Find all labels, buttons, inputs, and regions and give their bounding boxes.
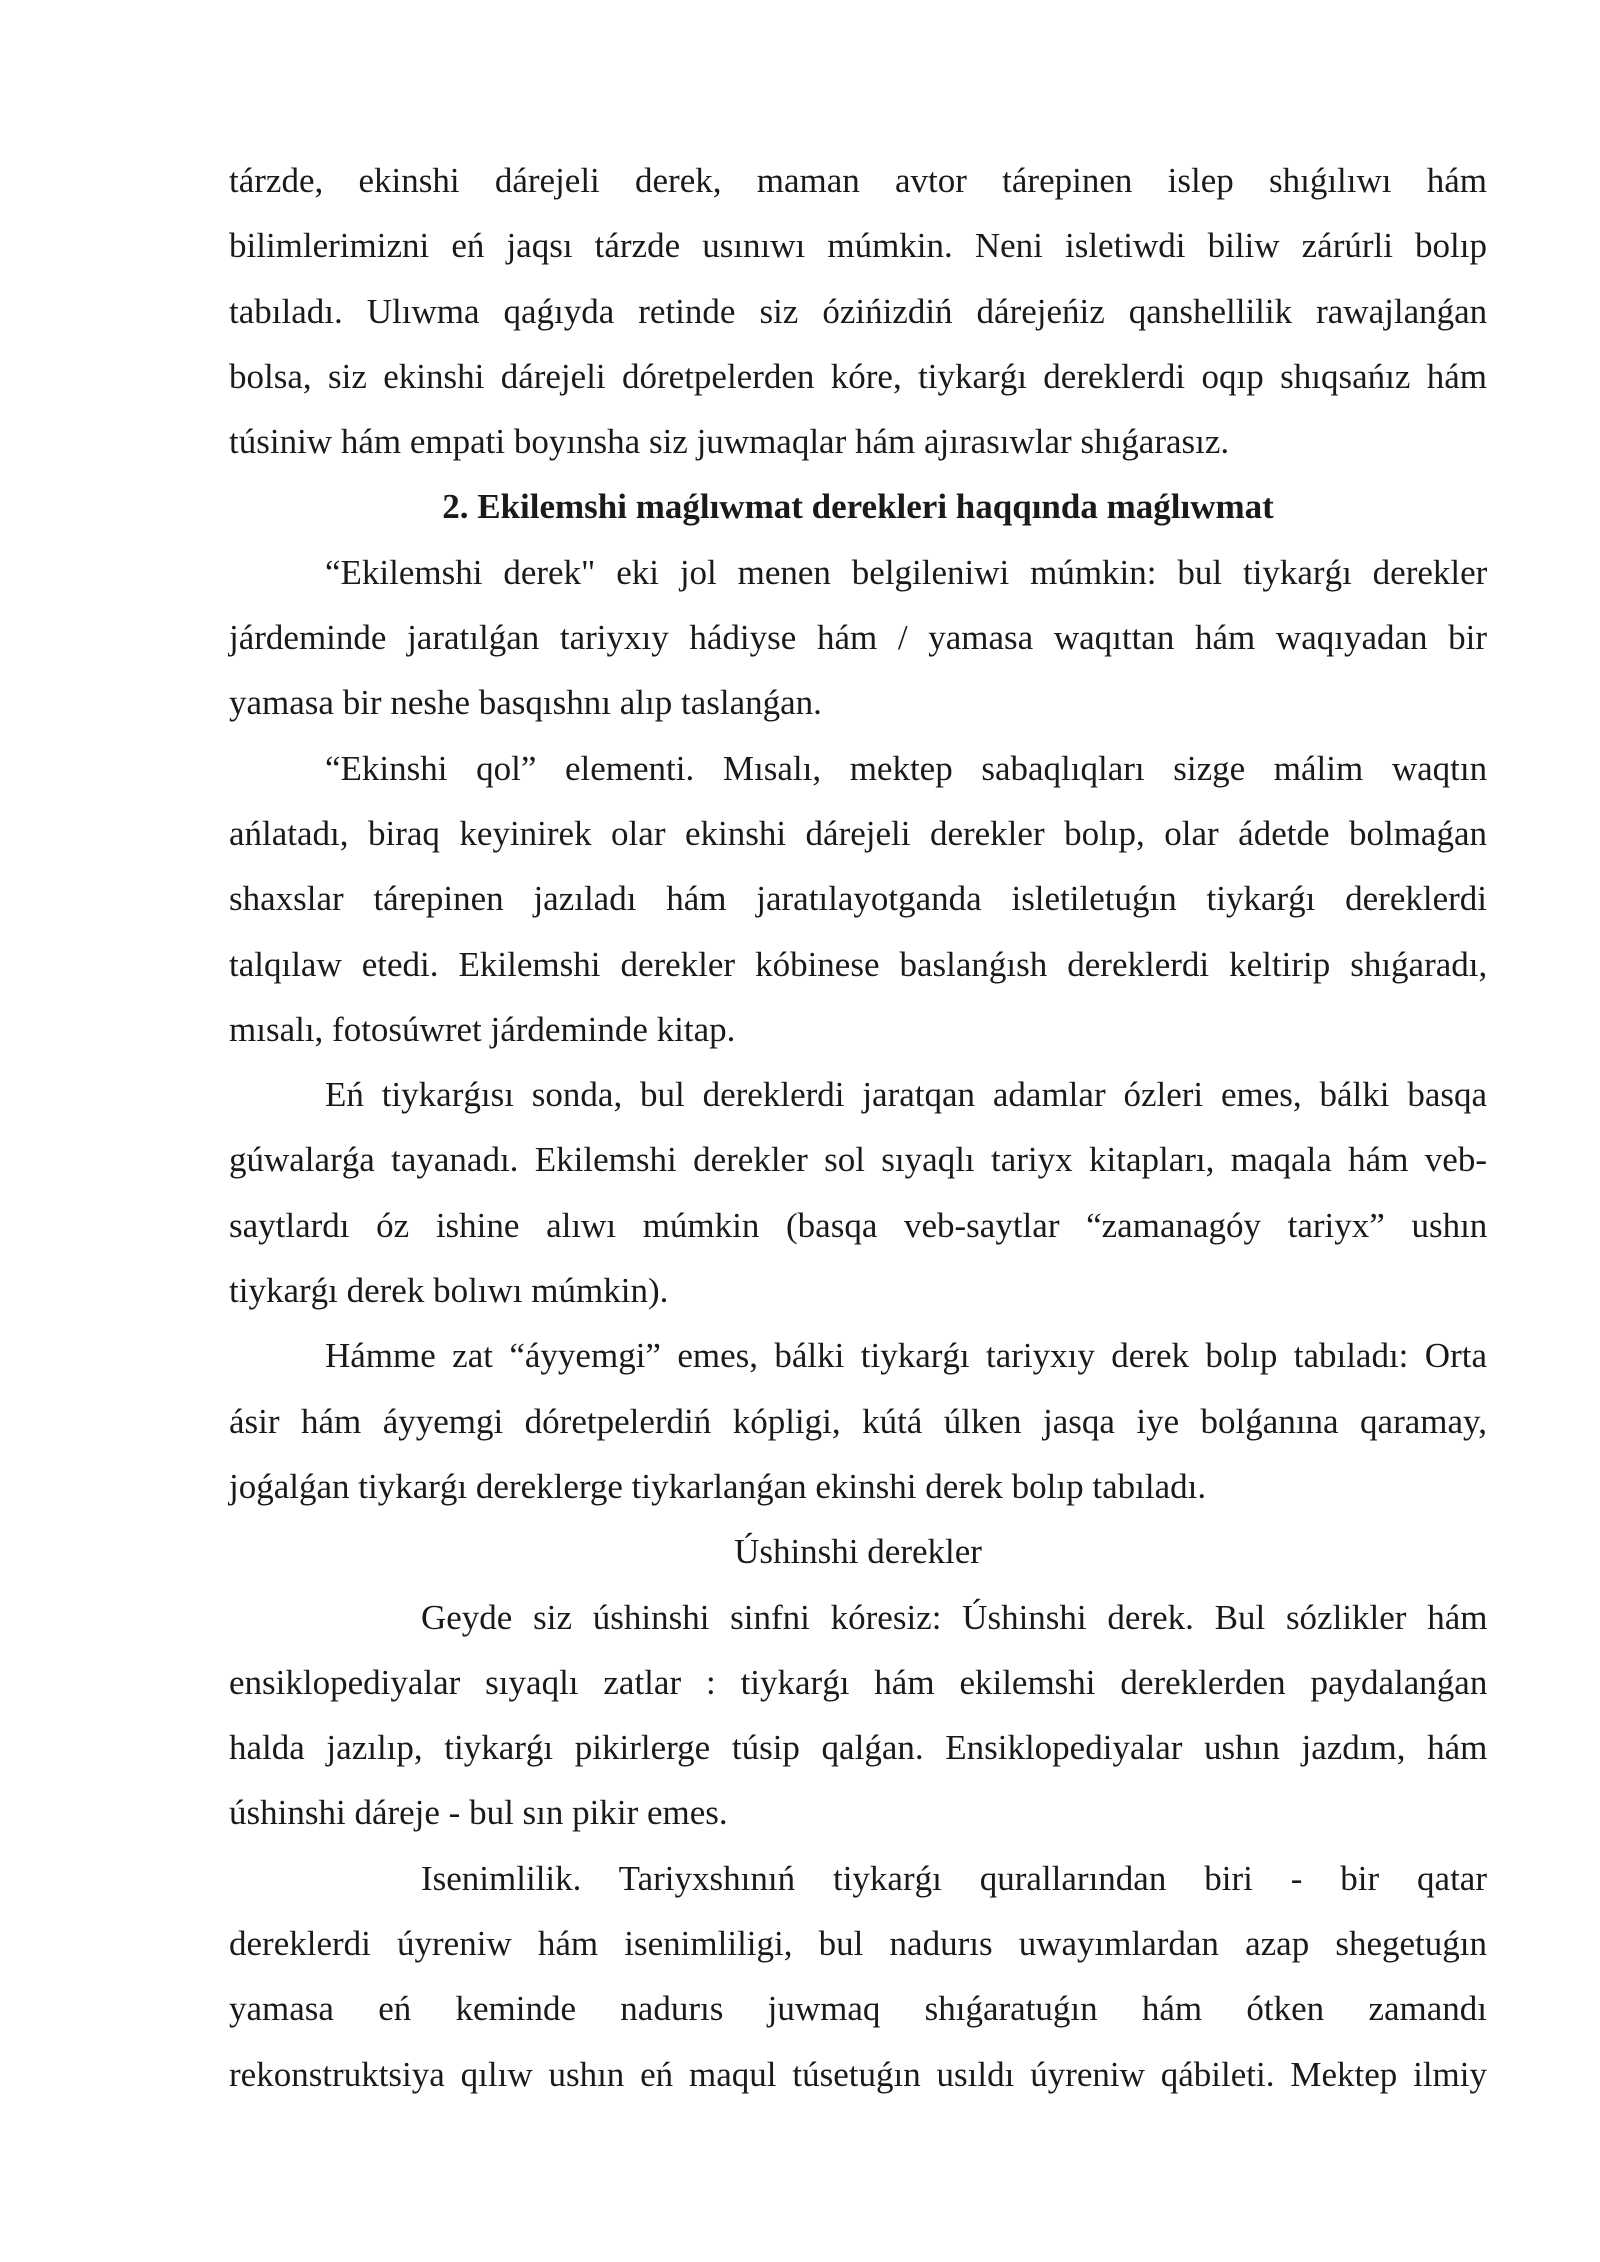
text-line: Geyde siz úshinshi sinfni kóresiz: Úshinshi derek. Bul sózlikler hám	[421, 1597, 1488, 1637]
paragraph-3	[229, 736, 1487, 1062]
text-line: halda jazılıp, tiykarǵı pikirlerge túsip qalǵan. Ensiklopediyalar ushın jazdım, hám	[229, 1728, 1488, 1768]
document-page	[229, 148, 1487, 2107]
text-line: dereklerdi úyreniw hám isenimliligi, bul nadurıs uwayımlardan azap shegetuǵın	[229, 1924, 1487, 1964]
text-line: “Ekinshi qol” elementi. Mısalı, mektep sabaqlıqları sizge málim waqtın	[325, 748, 1488, 788]
text-line: túsiniw hám empati boyınsha siz juwmaqlar hám ajırasıwlar shıǵarasız.	[229, 422, 1230, 462]
text-line: tabıladı. Ulıwma qaǵıyda retinde siz ózińizdiń dárejeńiz qanshellilik rawajlanǵan	[229, 291, 1488, 331]
text-line: Isenimlilik. Tariyxshınıń tiykarǵı qurallarından biri - bir qatar	[421, 1858, 1487, 1898]
text-line: “Ekilemshi derek" eki jol menen belgileniwi múmkin: bul tiykarǵı derekler	[325, 552, 1488, 592]
paragraph-5	[229, 1323, 1487, 1519]
text-line: talqılaw etedi. Ekilemshi derekler kóbinese baslanǵısh dereklerdi keltirip shıǵaradı,	[229, 944, 1488, 984]
text-line: ańlatadı, biraq keyinirek olar ekinshi dárejeli derekler bolıp, olar ádetde bolmaǵan	[229, 813, 1487, 853]
paragraph-6	[229, 1585, 1487, 1846]
text-line: járdeminde jaratılǵan tariyxıy hádiyse hám / yamasa waqıttan hám waqıyadan bir	[229, 618, 1488, 658]
text-line: tárzde, ekinshi dárejeli derek, maman avtor tárepinen islep shıǵılıwı hám	[229, 161, 1487, 200]
text-line: yamasa eń keminde nadurıs juwmaq shıǵaratuǵın hám ótken zamandı	[229, 1989, 1487, 2029]
text-line: tiykarǵı derek bolıwı múmkin).	[229, 1271, 669, 1311]
text-line: yamasa bir neshe basqıshnı alıp taslanǵan.	[229, 683, 822, 723]
text-line: rekonstruktsiya qılıw ushın eń maqul túsetuǵın usıldı úyreniw qábileti. Mektep ilmiy	[229, 2054, 1487, 2094]
text-line: bolsa, siz ekinshi dárejeli dóretpelerden kóre, tiykarǵı dereklerdi oqıp shıqsańız hám	[229, 356, 1487, 396]
text-line: ensiklopediyalar sıyaqlı zatlar : tiykarǵı hám ekilemshi dereklerden paydalanǵan	[229, 1662, 1488, 1702]
paragraph-4	[229, 1062, 1487, 1323]
paragraph-7	[229, 1846, 1487, 2107]
text-line: gúwalarǵa tayanadı. Ekilemshi derekler sol sıyaqlı tariyx kitapları, maqala hám veb-	[229, 1140, 1487, 1180]
section-heading: 2. Ekilemshi maǵlıwmat derekleri haqqında maǵlıwmat	[442, 487, 1274, 527]
paragraph-1	[229, 148, 1487, 474]
text-line: mısalı, fotosúwret járdeminde kitap.	[229, 1009, 736, 1049]
text-line: Hámme zat “áyyemgi” emes, bálki tiykarǵı tariyxıy derek bolıp tabıladı: Orta	[325, 1336, 1487, 1376]
text-line: joǵalǵan tiykarǵı dereklerge tiykarlanǵan ekinshi derek bolıp tabıladı.	[229, 1466, 1207, 1506]
text-line: bilimlerimizni eń jaqsı tárzde usınıwı múmkin. Neni isletiwdi biliw zárúrli bolıp	[229, 226, 1487, 266]
text-line: saytlardı óz ishine alıwı múmkin (basqa veb-saytlar “zamanagóy tariyx” ushın	[229, 1205, 1488, 1245]
paragraph-2	[229, 540, 1487, 736]
text-line: ásir hám áyyemgi dóretpelerdiń kópligi, kútá úlken jasqa iye bolǵanına qaramay,	[229, 1401, 1487, 1441]
text-line: úshinshi dáreje - bul sın pikir emes.	[229, 1793, 728, 1833]
text-line: Eń tiykarǵısı sonda, bul dereklerdi jaratqan adamlar ózleri emes, bálki basqa	[325, 1075, 1488, 1115]
subsection-heading: Úshinshi derekler	[734, 1532, 982, 1572]
text-line: shaxslar tárepinen jazıladı hám jaratılayotganda isletiletuǵın tiykarǵı dereklerdi	[229, 879, 1487, 919]
